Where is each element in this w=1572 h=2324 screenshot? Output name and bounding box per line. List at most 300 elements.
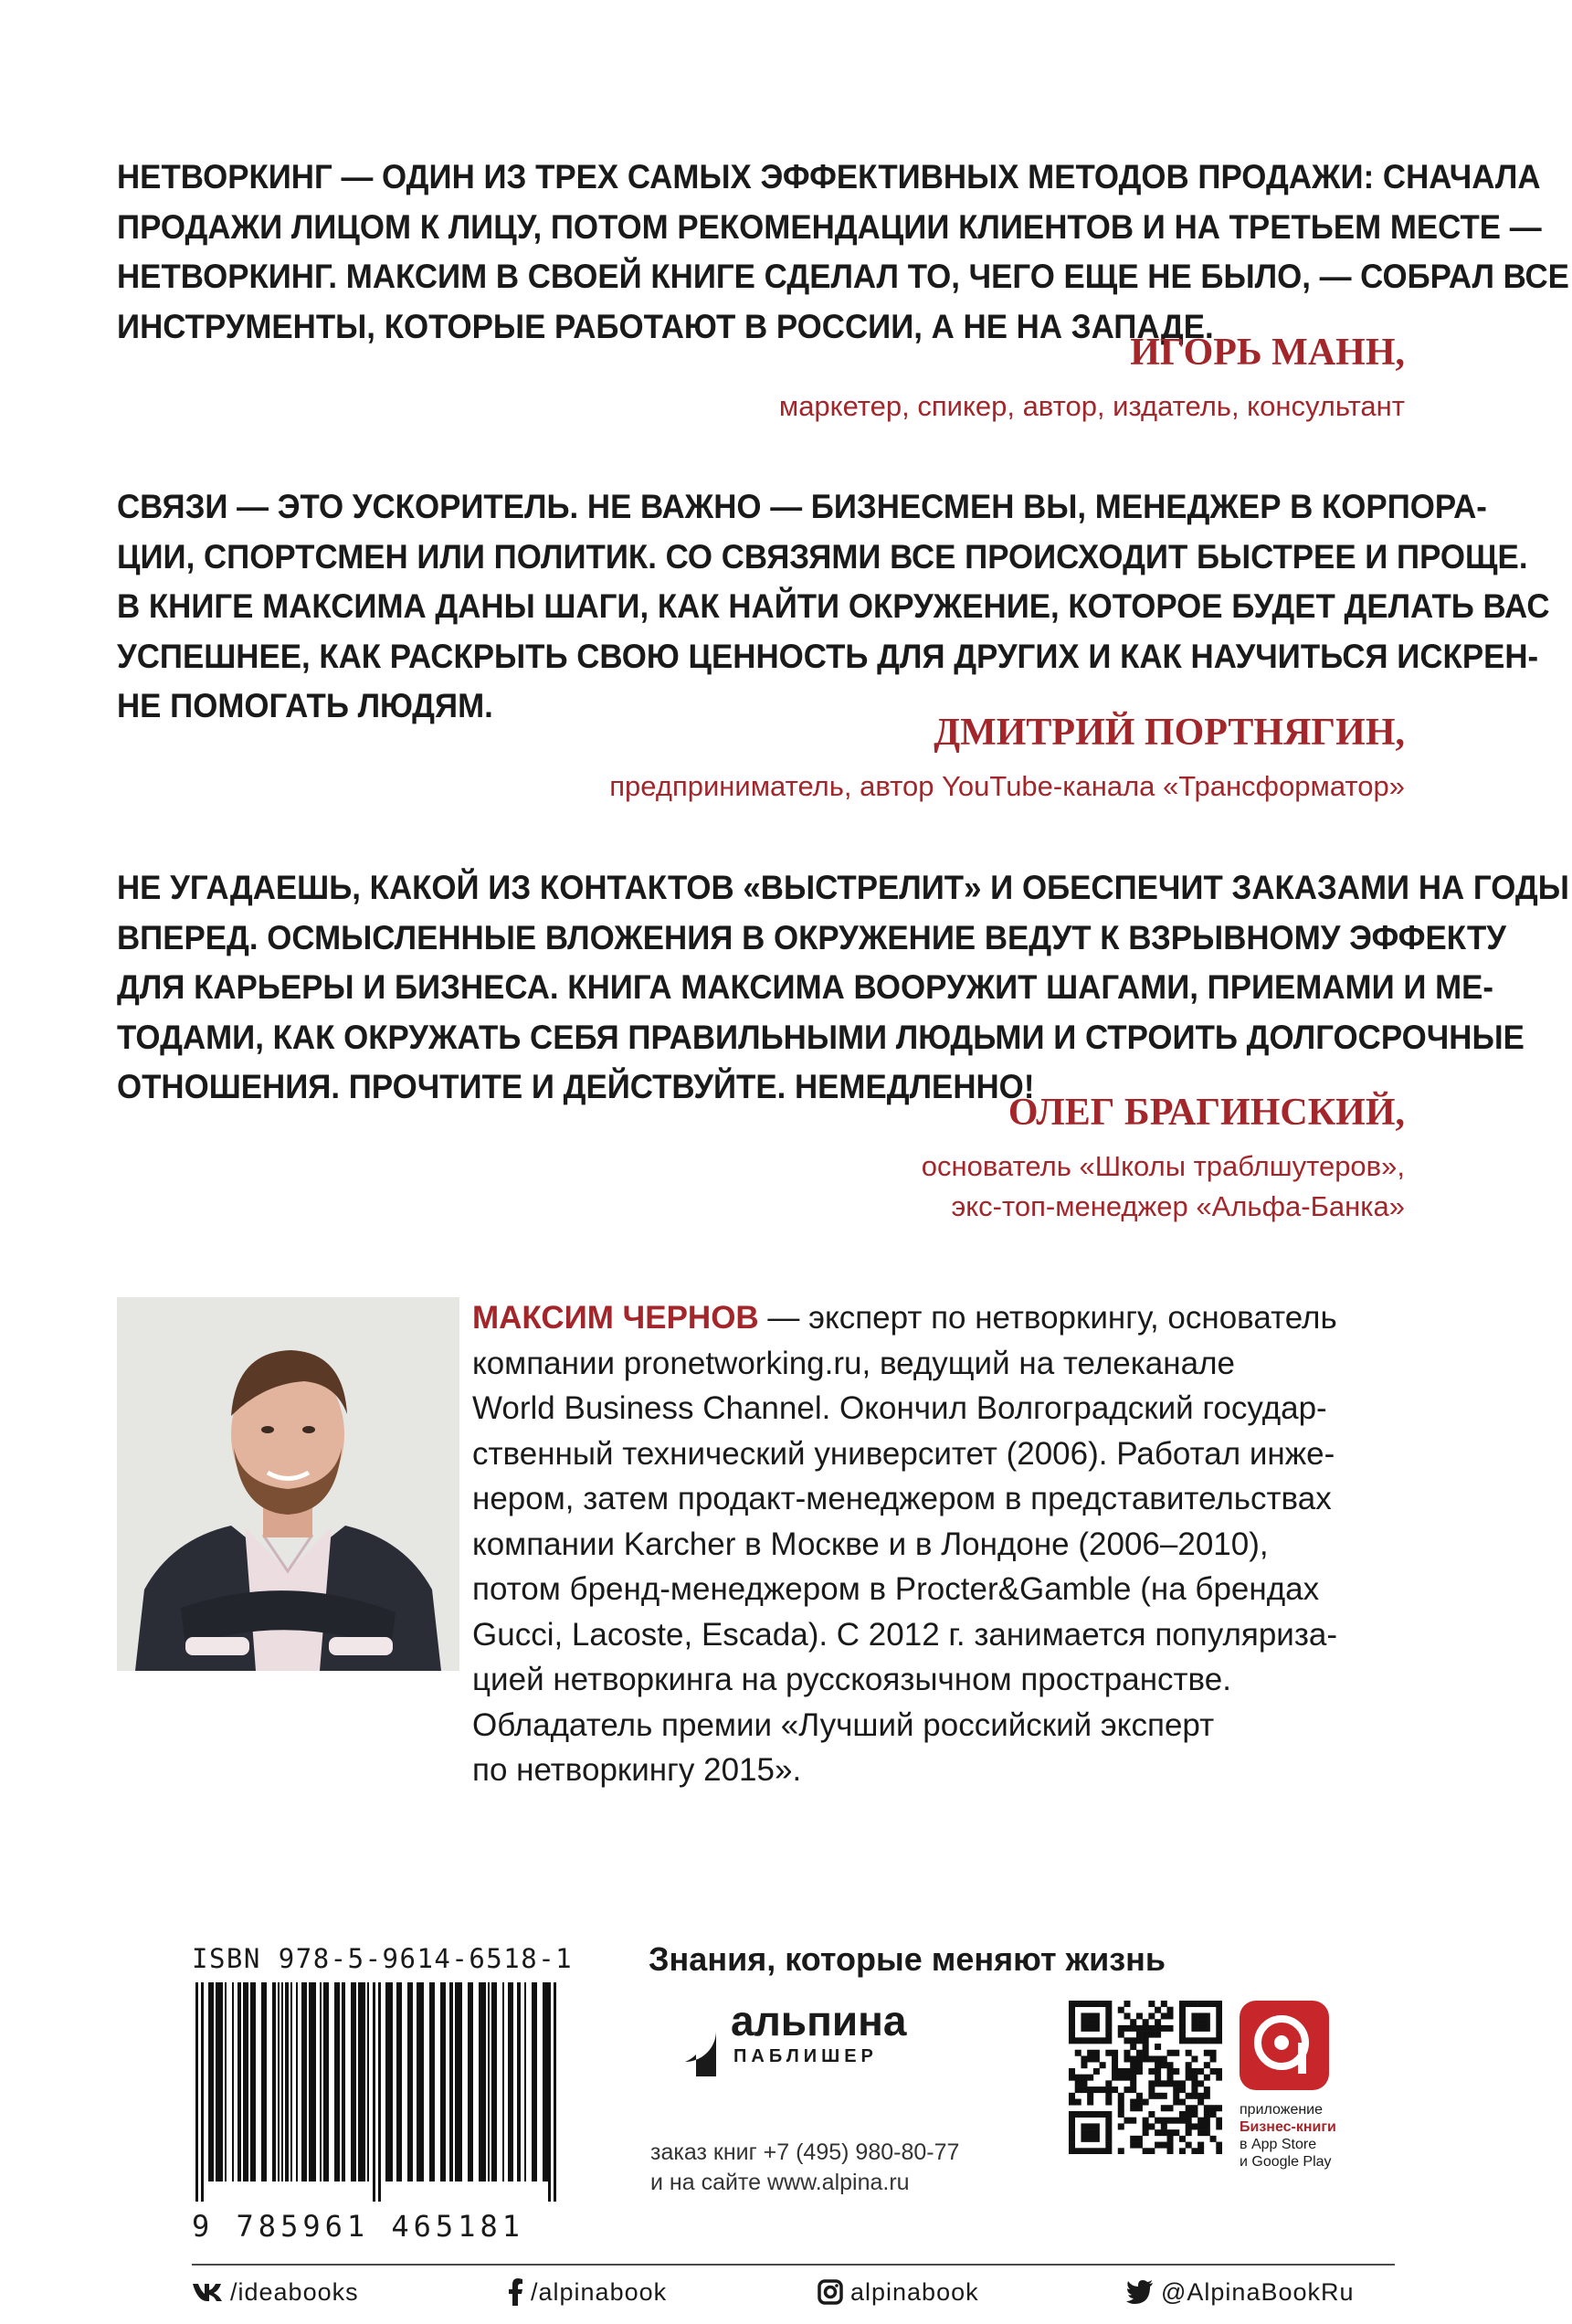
- qr-module: [1197, 2099, 1204, 2106]
- qr-module: [1204, 2075, 1210, 2081]
- barcode-bar: [358, 1982, 365, 2181]
- qr-module: [1087, 2037, 1093, 2044]
- qr-module: [1179, 2025, 1186, 2032]
- qr-module: [1118, 2025, 1124, 2032]
- quote-text: НЕ УГАДАЕШЬ, КАКОЙ ИЗ КОНТАКТОВ «ВЫСТРЕЛИТ» И ОБЕСПЕЧИТ ЗАКАЗАМИ НА ГОДЫ ВПЕРЕД. ОСМЫСЛЕННЫЕ ВЛОЖЕНИЯ В ОКРУЖЕНИЕ ВЕДУТ К ВЗРЫВНОМУ ЭФФЕКТУ ДЛЯ КАРЬЕРЫ И БИЗНЕСА. КНИГА МАКСИМА ВООРУЖИТ ШАГАМИ, ПРИЕМАМИ И МЕ- ТОДАМИ, КАК ОКРУЖАТЬ СЕБЯ ПРАВИЛЬНЫМИ ЛЮДЬМИ И СТРОИТЬ ДОЛГОСРОЧНЫЕ ОТНОШЕНИЯ. ПРОЧТИТЕ И ДЕЙСТВУЙТЕ. НЕМЕДЛЕННО!: [117, 868, 1569, 1105]
- qr-module: [1105, 2012, 1112, 2019]
- qr-module: [1069, 2148, 1075, 2154]
- qr-module: [1105, 2080, 1112, 2086]
- qr-module: [1161, 2123, 1167, 2129]
- qr-module: [1093, 2129, 1100, 2136]
- barcode-guard-bar: [548, 1982, 551, 2202]
- barcode-guard-bar: [373, 1982, 375, 2202]
- social-vk[interactable]: /ideabooks: [192, 2274, 359, 2310]
- barcode-bar: [323, 1982, 329, 2181]
- qr-module: [1069, 2032, 1075, 2038]
- qr-module: [1204, 2062, 1210, 2068]
- qr-module: [1167, 2012, 1174, 2019]
- qr-module: [1087, 2050, 1093, 2056]
- qr-module: [1210, 2111, 1217, 2118]
- qr-module: [1118, 2123, 1124, 2129]
- qr-module: [1148, 2086, 1155, 2093]
- qr-module: [1081, 2025, 1087, 2032]
- qr-module: [1130, 2019, 1136, 2025]
- qr-module: [1081, 2148, 1087, 2154]
- qr-module: [1186, 2123, 1192, 2129]
- qr-module: [1167, 2142, 1174, 2149]
- qr-module: [1087, 2001, 1093, 2007]
- qr-module: [1143, 2044, 1149, 2050]
- qr-module: [1173, 2099, 1179, 2106]
- qr-module: [1100, 2001, 1106, 2007]
- qr-module: [1100, 2037, 1106, 2044]
- twitter-icon: [1126, 2280, 1154, 2304]
- qr-module: [1118, 2111, 1124, 2118]
- barcode-bar: [351, 1982, 356, 2181]
- qr-module: [1155, 2080, 1161, 2086]
- qr-module: [1173, 2093, 1179, 2099]
- qr-module: [1148, 2111, 1155, 2118]
- barcode-bar: [479, 1982, 486, 2181]
- qr-module: [1179, 2080, 1186, 2086]
- qr-module: [1087, 2075, 1093, 2081]
- qr-module: [1130, 2062, 1136, 2068]
- qr-module: [1197, 2142, 1204, 2149]
- qr-module: [1124, 2025, 1130, 2032]
- qr-module: [1179, 2007, 1186, 2013]
- qr-module: [1216, 2025, 1222, 2032]
- qr-module: [1179, 2001, 1186, 2007]
- qr-module: [1087, 2055, 1093, 2062]
- publisher-slogan: Знания, которые меняют жизнь: [649, 1940, 1166, 1978]
- qr-module: [1118, 2093, 1124, 2099]
- qr-module: [1105, 2019, 1112, 2025]
- qr-module: [1216, 2037, 1222, 2044]
- qr-module: [1161, 2001, 1167, 2007]
- qr-module: [1210, 2037, 1217, 2044]
- qr-module: [1204, 2105, 1210, 2111]
- qr-module: [1210, 2068, 1217, 2075]
- qr-module: [1148, 2068, 1155, 2075]
- qr-module: [1105, 2037, 1112, 2044]
- qr-module: [1075, 2148, 1081, 2154]
- qr-module: [1148, 2055, 1155, 2062]
- qr-module: [1105, 2111, 1112, 2118]
- bio-author-name: МАКСИМ ЧЕРНОВ: [472, 1300, 759, 1336]
- qr-module: [1087, 2148, 1093, 2154]
- qr-module: [1197, 2012, 1204, 2019]
- qr-module: [1148, 2032, 1155, 2038]
- qr-module: [1186, 2050, 1192, 2056]
- qr-module: [1087, 2019, 1093, 2025]
- qr-module: [1161, 2025, 1167, 2032]
- qr-module: [1167, 2007, 1174, 2013]
- qr-module: [1191, 2019, 1197, 2025]
- qr-module: [1136, 2093, 1143, 2099]
- qr-module: [1105, 2136, 1112, 2142]
- barcode-bar: [524, 1982, 526, 2181]
- qr-module: [1075, 2001, 1081, 2007]
- qr-module: [1204, 2086, 1210, 2093]
- barcode-bar: [272, 1982, 276, 2181]
- qr-module: [1197, 2001, 1204, 2007]
- qr-module: [1204, 2025, 1210, 2032]
- qr-module: [1105, 2032, 1112, 2038]
- qr-module: [1179, 2086, 1186, 2093]
- qr-module: [1130, 2080, 1136, 2086]
- qr-module: [1081, 2055, 1087, 2062]
- qr-module: [1130, 2055, 1136, 2062]
- barcode: [192, 1982, 575, 2206]
- qr-module: [1105, 2093, 1112, 2099]
- qr-module: [1197, 2037, 1204, 2044]
- qr-module: [1093, 2148, 1100, 2154]
- qr-module: [1075, 2099, 1081, 2106]
- quote-author: ДМИТРИЙ ПОРТНЯГИН,: [934, 712, 1405, 754]
- qr-module: [1087, 2086, 1093, 2093]
- qr-module: [1143, 2050, 1149, 2056]
- qr-module: [1155, 2032, 1161, 2038]
- order-website: и на сайте www.alpina.ru: [650, 2170, 910, 2195]
- qr-module: [1093, 2012, 1100, 2019]
- qr-module: [1118, 2148, 1124, 2154]
- facebook-icon: [507, 2278, 523, 2306]
- qr-module: [1161, 2129, 1167, 2136]
- qr-module: [1081, 2123, 1087, 2129]
- qr-module: [1069, 2068, 1075, 2075]
- qr-module: [1167, 2105, 1174, 2111]
- barcode-bar: [290, 1982, 292, 2181]
- qr-module: [1216, 2123, 1222, 2129]
- qr-module: [1136, 2099, 1143, 2106]
- barcode-guard-bar: [554, 1982, 556, 2202]
- qr-module: [1069, 2129, 1075, 2136]
- qr-module: [1179, 2012, 1186, 2019]
- qr-module: [1191, 2001, 1197, 2007]
- qr-module: [1081, 2080, 1087, 2086]
- qr-module: [1130, 2105, 1136, 2111]
- barcode-bar: [216, 1982, 223, 2181]
- qr-module: [1143, 2032, 1149, 2038]
- author-photo: [117, 1297, 459, 1671]
- qr-module: [1093, 2136, 1100, 2142]
- qr-module: [1069, 2075, 1075, 2081]
- qr-module: [1161, 2012, 1167, 2019]
- qr-module: [1155, 2068, 1161, 2075]
- qr-module: [1112, 2050, 1118, 2056]
- qr-module: [1069, 2025, 1075, 2032]
- qr-module: [1161, 2118, 1167, 2124]
- qr-module: [1075, 2111, 1081, 2118]
- barcode-bar: [385, 1982, 393, 2181]
- qr-module: [1155, 2055, 1161, 2062]
- quote-block-braginsky: [117, 862, 1569, 1264]
- qr-module: [1216, 2032, 1222, 2038]
- barcode-bar: [449, 1982, 453, 2181]
- qr-module: [1118, 2099, 1124, 2106]
- qr-module: [1118, 2007, 1124, 2013]
- qr-module: [1100, 2086, 1106, 2093]
- qr-module: [1069, 2118, 1075, 2124]
- qr-module: [1179, 2148, 1186, 2154]
- qr-module: [1191, 2068, 1197, 2075]
- qr-module: [1204, 2012, 1210, 2019]
- qr-module: [1167, 2136, 1174, 2142]
- publisher-logo: [650, 1996, 943, 2080]
- qr-module: [1112, 2062, 1118, 2068]
- qr-module: [1124, 2068, 1130, 2075]
- barcode-guard-bar: [195, 1982, 198, 2202]
- qr-module: [1124, 2118, 1130, 2124]
- barcode-bar: [491, 1982, 497, 2181]
- qr-module: [1112, 2075, 1118, 2081]
- qr-module: [1093, 2111, 1100, 2118]
- qr-module: [1136, 2037, 1143, 2044]
- qr-module: [1204, 2093, 1210, 2099]
- barcode-bar: [278, 1982, 280, 2181]
- social-instagram[interactable]: alpinabook: [818, 2274, 979, 2310]
- qr-module: [1105, 2086, 1112, 2093]
- qr-module: [1112, 2068, 1118, 2075]
- barcode-bar: [237, 1982, 241, 2181]
- qr-module: [1186, 2062, 1192, 2068]
- qr-module: [1075, 2075, 1081, 2081]
- author-portrait-illustration: [117, 1297, 459, 1671]
- qr-module: [1069, 2093, 1075, 2099]
- qr-module: [1173, 2129, 1179, 2136]
- publisher-name: альпина: [731, 1997, 907, 2044]
- barcode-guard-bar: [378, 1982, 381, 2202]
- qr-module: [1087, 2093, 1093, 2099]
- barcode-bar: [543, 1982, 548, 2181]
- qr-module: [1124, 2012, 1130, 2019]
- quote-text: НЕТВОРКИНГ — ОДИН ИЗ ТРЕХ САМЫХ ЭФФЕКТИВНЫХ МЕТОДОВ ПРОДАЖИ: СНАЧАЛА ПРОДАЖИ ЛИЦОМ К ЛИЦУ, ПОТОМ РЕКОМЕНДАЦИИ КЛИЕНТОВ И НА ТРЕТЬЕМ МЕСТЕ — НЕТВОРКИНГ. МАКСИМ В СВОЕЙ КНИГЕ СДЕЛАЛ ТО, ЧЕГО ЕЩЕ НЕ БЫЛО, — СОБРАЛ ВСЕ ИНСТРУМЕНТЫ, КОТОРЫЕ РАБОТАЮТ В РОССИИ, А НЕ НА ЗАПАДЕ.: [117, 157, 1569, 345]
- qr-module: [1216, 2019, 1222, 2025]
- qr-module: [1081, 2111, 1087, 2118]
- isbn-label: ISBN 978-5-9614-6518-1: [192, 1943, 574, 1974]
- qr-module: [1148, 2001, 1155, 2007]
- qr-module: [1124, 2075, 1130, 2081]
- qr-module: [1191, 2111, 1197, 2118]
- qr-module: [1216, 2068, 1222, 2075]
- qr-module: [1148, 2123, 1155, 2129]
- qr-module: [1204, 2037, 1210, 2044]
- qr-module: [1069, 2111, 1075, 2118]
- qr-module: [1167, 2025, 1174, 2032]
- qr-module: [1186, 2001, 1192, 2007]
- qr-module: [1186, 2111, 1192, 2118]
- qr-module: [1173, 2080, 1179, 2086]
- qr-module: [1136, 2012, 1143, 2019]
- qr-module: [1186, 2118, 1192, 2124]
- qr-module: [1130, 2136, 1136, 2142]
- qr-module: [1179, 2019, 1186, 2025]
- qr-module: [1081, 2136, 1087, 2142]
- qr-module: [1161, 2055, 1167, 2062]
- qr-module: [1124, 2001, 1130, 2007]
- qr-module: [1173, 2086, 1179, 2093]
- qr-module: [1216, 2075, 1222, 2081]
- qr-module: [1155, 2007, 1161, 2013]
- qr-module: [1105, 2148, 1112, 2154]
- alpina-app-icon: [1240, 2001, 1329, 2090]
- qr-module: [1143, 2025, 1149, 2032]
- qr-module: [1191, 2055, 1197, 2062]
- qr-module: [1173, 2050, 1179, 2056]
- qr-module: [1136, 2142, 1143, 2149]
- qr-module: [1136, 2136, 1143, 2142]
- barcode-bar: [517, 1982, 521, 2181]
- qr-module: [1155, 2118, 1161, 2124]
- qr-module: [1093, 2055, 1100, 2062]
- quote-block-mann: [117, 152, 1569, 426]
- qr-module: [1173, 2068, 1179, 2075]
- qr-module: [1087, 2099, 1093, 2106]
- qr-module: [1112, 2055, 1118, 2062]
- qr-module: [1081, 2075, 1087, 2081]
- qr-module: [1155, 2025, 1161, 2032]
- barcode-bar: [334, 1982, 340, 2181]
- qr-module: [1075, 2050, 1081, 2056]
- qr-module: [1167, 2129, 1174, 2136]
- qr-module: [1069, 2019, 1075, 2025]
- barcode-bar: [281, 1982, 283, 2181]
- app-icon: [1240, 2001, 1329, 2090]
- qr-module: [1204, 2123, 1210, 2129]
- qr-module: [1210, 2050, 1217, 2056]
- barcode-bar: [243, 1982, 248, 2181]
- qr-module: [1130, 2025, 1136, 2032]
- qr-module: [1216, 2012, 1222, 2019]
- barcode-bar: [342, 1982, 345, 2181]
- qr-module: [1197, 2025, 1204, 2032]
- qr-module: [1105, 2142, 1112, 2149]
- qr-module: [1118, 2105, 1124, 2111]
- qr-module: [1204, 2050, 1210, 2056]
- qr-module: [1155, 2019, 1161, 2025]
- qr-module: [1143, 2055, 1149, 2062]
- qr-module: [1155, 2129, 1161, 2136]
- qr-code: [1069, 2001, 1222, 2154]
- qr-module: [1100, 2148, 1106, 2154]
- qr-module: [1143, 2099, 1149, 2106]
- footer-divider: [192, 2264, 1395, 2266]
- qr-module: [1197, 2093, 1204, 2099]
- social-twitter[interactable]: @AlpinaBookRu: [1126, 2274, 1355, 2310]
- qr-module: [1105, 2001, 1112, 2007]
- qr-module: [1136, 2025, 1143, 2032]
- qr-module: [1186, 2068, 1192, 2075]
- qr-module: [1093, 2001, 1100, 2007]
- qr-module: [1155, 2044, 1161, 2050]
- qr-module: [1197, 2118, 1204, 2124]
- qr-module: [1130, 2142, 1136, 2149]
- qr-module: [1105, 2099, 1112, 2106]
- qr-module: [1155, 2142, 1161, 2149]
- qr-module: [1124, 2037, 1130, 2044]
- quote-text: СВЯЗИ — ЭТО УСКОРИТЕЛЬ. НЕ ВАЖНО — БИЗНЕСМЕН ВЫ, МЕНЕДЖЕР В КОРПОРА- ЦИИ, СПОРТСМЕН ИЛИ ПОЛИТИК. СО СВЯЗЯМИ ВСЕ ПРОИСХОДИТ БЫСТРЕЕ И ПРОЩЕ. В КНИГЕ МАКСИМА ДАНЫ ШАГИ, КАК НАЙТИ ОКРУЖЕНИЕ, КОТОРОЕ БУДЕТ ДЕЛАТЬ ВАС УСПЕШНЕЕ, КАК РАСКРЫТЬ СВОЮ ЦЕННОСТЬ ДЛЯ ДРУГИХ И КАК НАУЧИТЬСЯ ИСКРЕН- НЕ ПОМОГАТЬ ЛЮДЯМ.: [117, 487, 1550, 724]
- qr-module: [1075, 2080, 1081, 2086]
- publisher-subtitle: ПАБЛИШЕР: [733, 2046, 878, 2066]
- barcode-bar: [488, 1982, 490, 2181]
- qr-module: [1112, 2086, 1118, 2093]
- qr-module: [1069, 2037, 1075, 2044]
- qr-module: [1069, 2123, 1075, 2129]
- qr-module: [1186, 2075, 1192, 2081]
- qr-module: [1161, 2062, 1167, 2068]
- barcode-bar: [250, 1982, 256, 2181]
- qr-module: [1173, 2118, 1179, 2124]
- qr-module: [1069, 2012, 1075, 2019]
- bio-first-line: МАКСИМ ЧЕРНОВ — эксперт по нетворкингу, основатель: [472, 1300, 1337, 1336]
- qr-module: [1216, 2118, 1222, 2124]
- qr-module: [1093, 2068, 1100, 2075]
- qr-module: [1167, 2148, 1174, 2154]
- qr-module: [1087, 2136, 1093, 2142]
- qr-module: [1179, 2136, 1186, 2142]
- qr-module: [1118, 2068, 1124, 2075]
- qr-module: [1087, 2025, 1093, 2032]
- qr-module: [1124, 2050, 1130, 2056]
- qr-module: [1191, 2093, 1197, 2099]
- qr-module: [1069, 2001, 1075, 2007]
- barcode-bar: [367, 1982, 369, 2181]
- barcode-bar: [320, 1982, 322, 2181]
- qr-module: [1179, 2118, 1186, 2124]
- qr-module: [1197, 2148, 1204, 2154]
- qr-module: [1105, 2118, 1112, 2124]
- barcode-bar: [429, 1982, 435, 2181]
- qr-module: [1155, 2062, 1161, 2068]
- qr-module: [1093, 2037, 1100, 2044]
- qr-module: [1216, 2001, 1222, 2007]
- qr-module: [1100, 2062, 1106, 2068]
- order-info: [650, 2138, 1034, 2198]
- qr-module: [1155, 2093, 1161, 2099]
- barcode-bar: [502, 1982, 504, 2181]
- qr-module: [1179, 2111, 1186, 2118]
- qr-module: [1191, 2037, 1197, 2044]
- qr-module: [1216, 2142, 1222, 2149]
- qr-module: [1105, 2050, 1112, 2056]
- barcode-bar: [508, 1982, 513, 2181]
- qr-module: [1148, 2025, 1155, 2032]
- qr-module: [1069, 2142, 1075, 2149]
- qr-module: [1143, 2123, 1149, 2129]
- qr-module: [1136, 2062, 1143, 2068]
- qr-module: [1130, 2086, 1136, 2093]
- qr-module: [1081, 2129, 1087, 2136]
- qr-module: [1191, 2025, 1197, 2032]
- barcode-bar: [455, 1982, 462, 2181]
- qr-module: [1143, 2019, 1149, 2025]
- qr-module: [1105, 2025, 1112, 2032]
- barcode-bar: [225, 1982, 227, 2181]
- barcode-bar: [232, 1982, 234, 2181]
- qr-module: [1197, 2080, 1204, 2086]
- qr-module: [1143, 2129, 1149, 2136]
- qr-module: [1179, 2099, 1186, 2106]
- qr-module: [1148, 2093, 1155, 2099]
- qr-module: [1124, 2055, 1130, 2062]
- qr-module: [1210, 2105, 1217, 2111]
- barcode-bar: [396, 1982, 402, 2181]
- qr-module: [1204, 2111, 1210, 2118]
- qr-module: [1081, 2062, 1087, 2068]
- qr-module: [1191, 2148, 1197, 2154]
- social-facebook[interactable]: /alpinabook: [507, 2274, 667, 2310]
- qr-module: [1136, 2032, 1143, 2038]
